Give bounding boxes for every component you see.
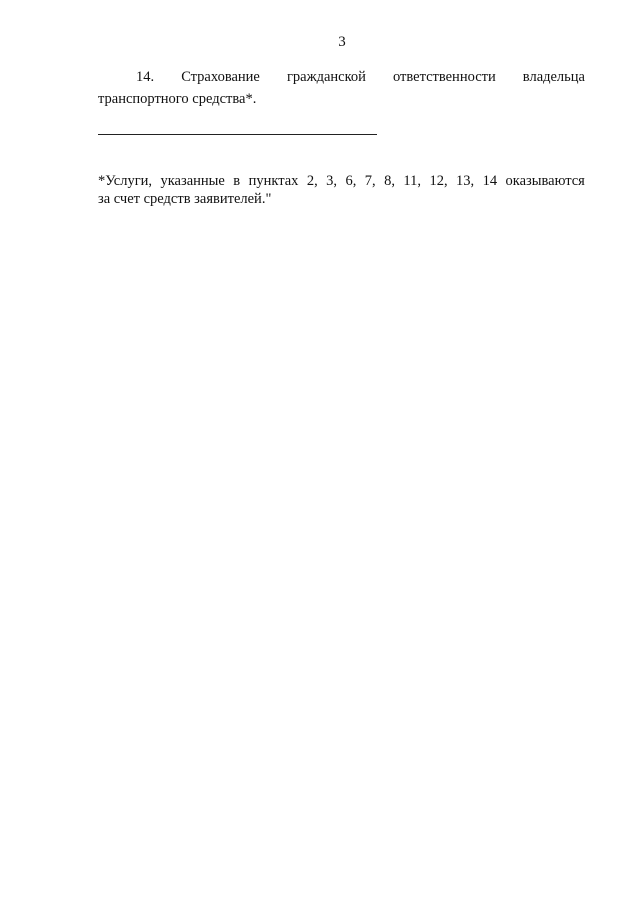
list-item-word: гражданской bbox=[286, 69, 366, 85]
footnote-line-2: за счет средств заявителей." bbox=[98, 191, 272, 207]
footnote-word: 6, bbox=[345, 173, 357, 189]
footnote-line-1 bbox=[98, 172, 585, 190]
footnote-separator bbox=[98, 134, 377, 135]
footnote bbox=[98, 172, 585, 208]
footnote-word: оказываются bbox=[505, 173, 585, 189]
footnote-word: 14 bbox=[482, 173, 498, 189]
footnote-word: 7, bbox=[364, 173, 376, 189]
footnote-word: *Услуги, bbox=[98, 173, 153, 189]
list-item-number: 14. bbox=[136, 69, 155, 85]
list-item-line-1 bbox=[98, 66, 585, 88]
list-item-line-2: транспортного средства*. bbox=[98, 91, 257, 107]
list-item-word: ответственности bbox=[392, 69, 496, 85]
list-item-word: Страхование bbox=[181, 69, 260, 85]
footnote-word: пунктах bbox=[248, 173, 299, 189]
footnote-word: 3, bbox=[326, 173, 338, 189]
footnote-word: 11, bbox=[403, 173, 421, 189]
footnote-word: 12, bbox=[429, 173, 448, 189]
footnote-word: в bbox=[233, 173, 241, 189]
footnote-word: 8, bbox=[384, 173, 395, 189]
list-item-word: владельца bbox=[522, 69, 585, 85]
footnote-word: 2, bbox=[306, 173, 318, 189]
page-number: 3 bbox=[338, 34, 346, 50]
footnote-word: 13, bbox=[456, 173, 475, 189]
list-item-14 bbox=[98, 66, 585, 110]
footnote-word: указанные bbox=[160, 173, 225, 189]
